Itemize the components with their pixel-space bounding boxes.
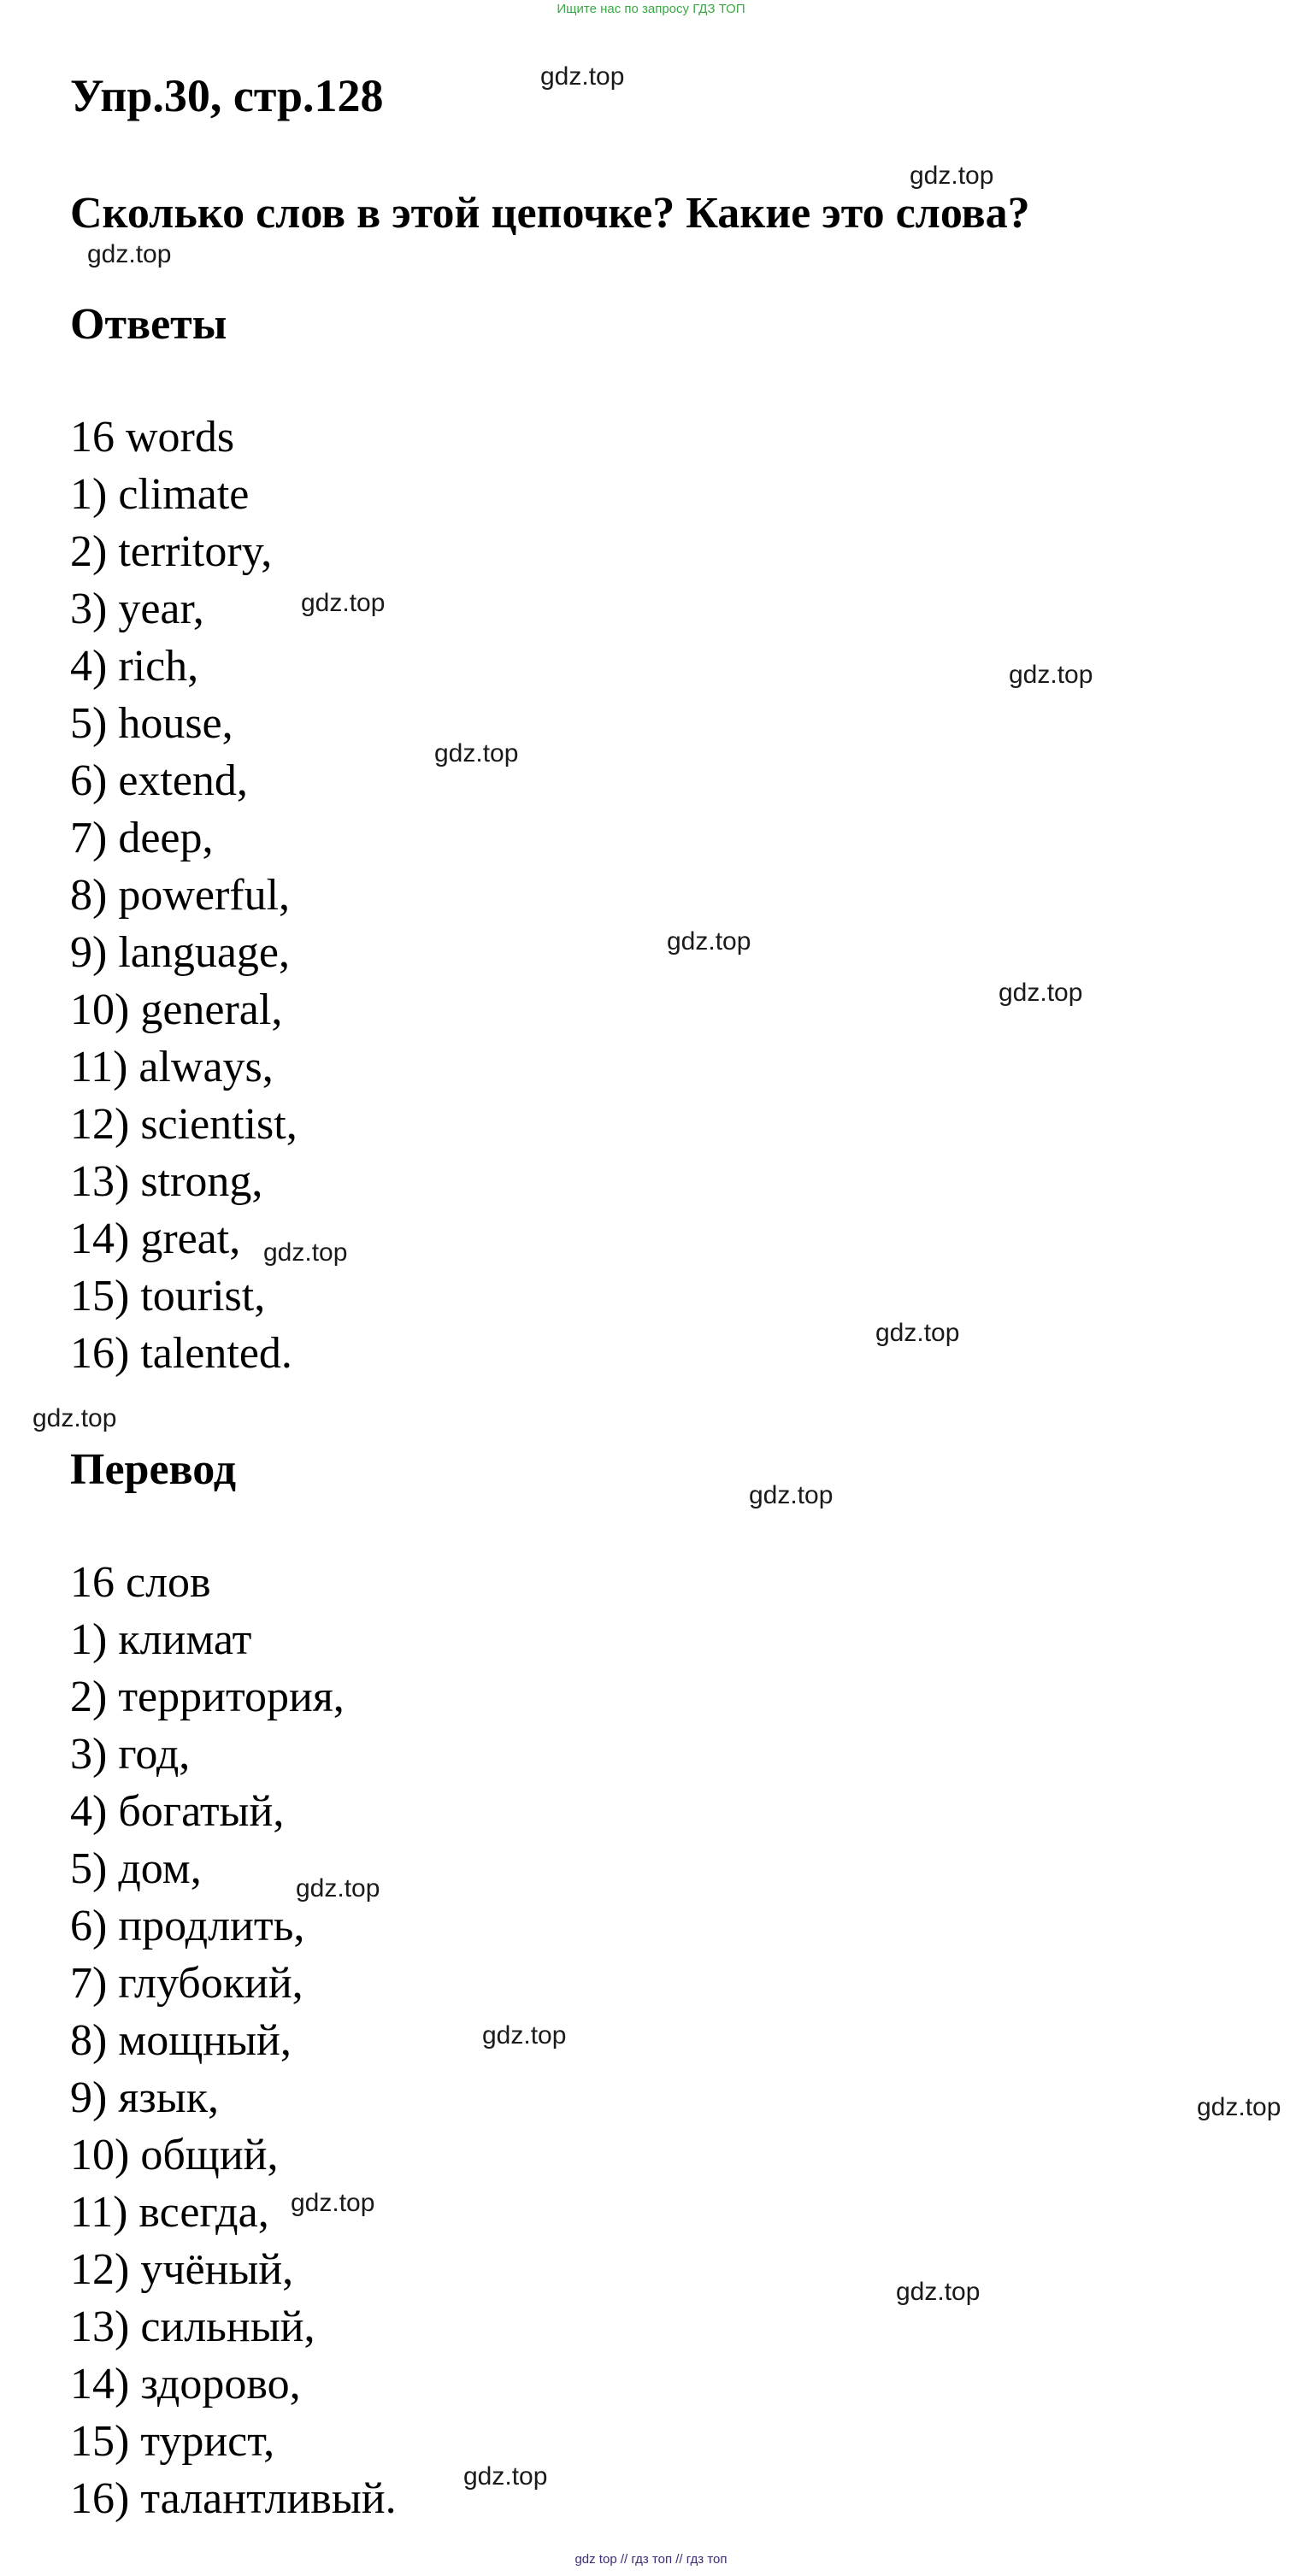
translation-line: 7) глубокий, (70, 1959, 303, 2008)
answer-line: 10) general, (70, 985, 283, 1034)
top-banner: Ищите нас по запросу ГДЗ ТОП (557, 2, 745, 16)
watermark: gdz.top (291, 2189, 375, 2217)
answer-line: 6) extend, (70, 756, 248, 805)
answers-list (70, 409, 298, 1382)
watermark: gdz.top (32, 1404, 117, 1432)
watermark: gdz.top (463, 2462, 548, 2491)
translation-line: 10) общий, (70, 2131, 279, 2179)
answer-line: 5) house, (70, 699, 233, 748)
question-heading: Сколько слов в этой цепочке? Какие это слова? (70, 189, 1030, 238)
watermark: gdz.top (910, 162, 994, 190)
translation-line: 3) год, (70, 1730, 191, 1779)
watermark: gdz.top (540, 62, 625, 91)
watermark: gdz.top (263, 1238, 348, 1267)
translation-line: 16 слов (70, 1558, 211, 1607)
translation-line: 2) территория, (70, 1673, 345, 1721)
answer-line: 4) rich, (70, 642, 199, 691)
watermark: gdz.top (434, 739, 519, 768)
answer-line: 12) scientist, (70, 1100, 298, 1149)
translation-line: 16) талантливый. (70, 2474, 397, 2523)
translation-list (70, 1554, 397, 2527)
watermark: gdz.top (1009, 661, 1093, 689)
translation-line: 5) дом, (70, 1844, 202, 1893)
answer-line: 3) year, (70, 585, 204, 633)
translation-line: 9) язык, (70, 2073, 219, 2122)
watermark: gdz.top (1197, 2093, 1281, 2121)
watermark: gdz.top (749, 1481, 834, 1509)
translation-line: 4) богатый, (70, 1787, 285, 1836)
translation-line: 8) мощный, (70, 2016, 292, 2065)
watermark: gdz.top (87, 240, 172, 268)
answers-heading: Ответы (70, 300, 227, 349)
translation-line: 15) турист, (70, 2417, 275, 2466)
answer-line: 1) climate (70, 470, 250, 519)
translation-line: 12) учёный, (70, 2245, 294, 2294)
answer-line: 13) strong, (70, 1157, 263, 1206)
watermark: gdz.top (896, 2278, 981, 2306)
answer-line: 14) great, (70, 1214, 241, 1263)
answer-line: 11) always, (70, 1043, 274, 1091)
watermark: gdz.top (875, 1319, 960, 1347)
watermark: gdz.top (301, 589, 386, 617)
watermark: gdz.top (999, 979, 1083, 1007)
translation-line: 1) климат (70, 1615, 252, 1664)
answer-line: 7) deep, (70, 814, 214, 862)
translation-heading: Перевод (70, 1445, 237, 1494)
answer-line: 16 words (70, 413, 235, 462)
answer-line: 9) language, (70, 928, 291, 977)
watermark: gdz.top (667, 927, 751, 956)
watermark: gdz.top (482, 2021, 567, 2050)
watermark: gdz.top (296, 1874, 380, 1903)
bottom-banner: gdz top // гдз топ // гдз топ (574, 2552, 728, 2567)
page-title: Упр.30, стр.128 (70, 70, 384, 121)
translation-line: 6) продлить, (70, 1902, 305, 1950)
answer-line: 16) talented. (70, 1329, 292, 1378)
translation-line: 11) всегда, (70, 2188, 269, 2237)
answer-line: 15) tourist, (70, 1272, 266, 1320)
answer-line: 2) territory, (70, 527, 273, 576)
translation-line: 14) здорово, (70, 2360, 301, 2408)
answer-line: 8) powerful, (70, 871, 291, 920)
translation-line: 13) сильный, (70, 2303, 315, 2351)
